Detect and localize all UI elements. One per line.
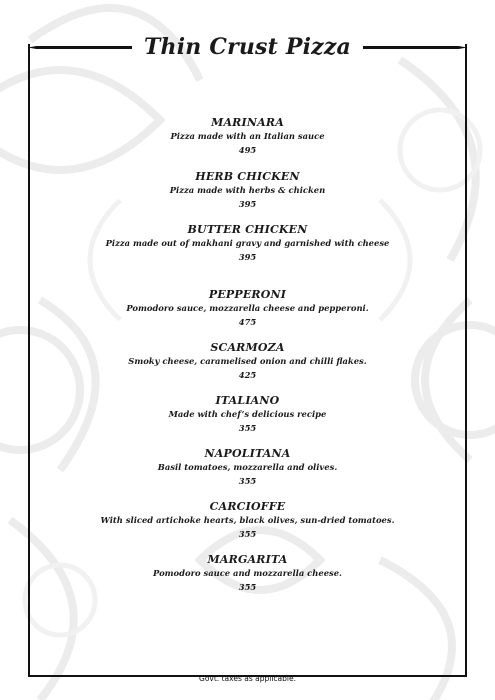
menu-item-name: MARINARA <box>211 116 284 129</box>
menu-item-price: 355 <box>238 529 257 539</box>
menu-item-description: Pizza made with an Italian sauce <box>170 131 325 141</box>
menu-item-price: 425 <box>238 370 257 380</box>
menu-item-scarmoza <box>28 341 467 382</box>
menu-item-name: BUTTER CHICKEN <box>187 223 308 236</box>
menu-item-description: Pomodoro sauce and mozzarella cheese. <box>153 568 342 578</box>
menu-item-butter-chicken <box>28 223 467 264</box>
menu-item-napolitana <box>28 447 467 488</box>
menu-item-price: 355 <box>238 582 257 592</box>
menu-item-pepperoni <box>28 288 467 329</box>
menu-item-carcioffe <box>28 500 467 541</box>
menu-item-price: 355 <box>238 423 257 433</box>
menu-item-description: Smoky cheese, caramelised onion and chilli flakes. <box>128 356 367 366</box>
tax-note: Govt. taxes as applicable. <box>199 674 296 683</box>
menu-item-description: Pomodoro sauce, mozzarella cheese and pepperoni. <box>126 303 369 313</box>
menu-item-margarita <box>28 553 467 594</box>
menu-item-herb-chicken <box>28 170 467 211</box>
page-title: Thin Crust Pizza <box>143 34 352 60</box>
menu-item-description: With sliced artichoke hearts, black olives, sun-dried tomatoes. <box>100 515 395 525</box>
menu-item-name: MARGARITA <box>207 553 288 566</box>
menu-item-name: ITALIANO <box>215 394 280 407</box>
menu-item-name: NAPOLITANA <box>204 447 291 460</box>
menu-item-name: HERB CHICKEN <box>195 170 300 183</box>
menu-item-italiano <box>28 394 467 435</box>
menu-item-marinara <box>28 116 467 157</box>
menu-item-name: SCARMOZA <box>210 341 285 354</box>
menu-item-name: CARCIOFFE <box>209 500 286 513</box>
menu-item-price: 475 <box>238 317 257 327</box>
title-rule-right <box>363 46 467 49</box>
menu-item-description: Made with chef’s delicious recipe <box>168 409 327 419</box>
menu-item-price: 395 <box>238 199 257 209</box>
menu-item-price: 355 <box>238 476 257 486</box>
menu-item-name: PEPPERONI <box>208 288 287 301</box>
menu-item-price: 495 <box>238 145 257 155</box>
menu-item-description: Pizza made out of makhani gravy and garnished with cheese <box>105 238 390 248</box>
title-row <box>28 33 467 61</box>
menu-item-description: Pizza made with herbs & chicken <box>169 185 326 195</box>
menu-item-price: 395 <box>238 252 257 262</box>
menu-item-description: Basil tomatoes, mozzarella and olives. <box>157 462 338 472</box>
